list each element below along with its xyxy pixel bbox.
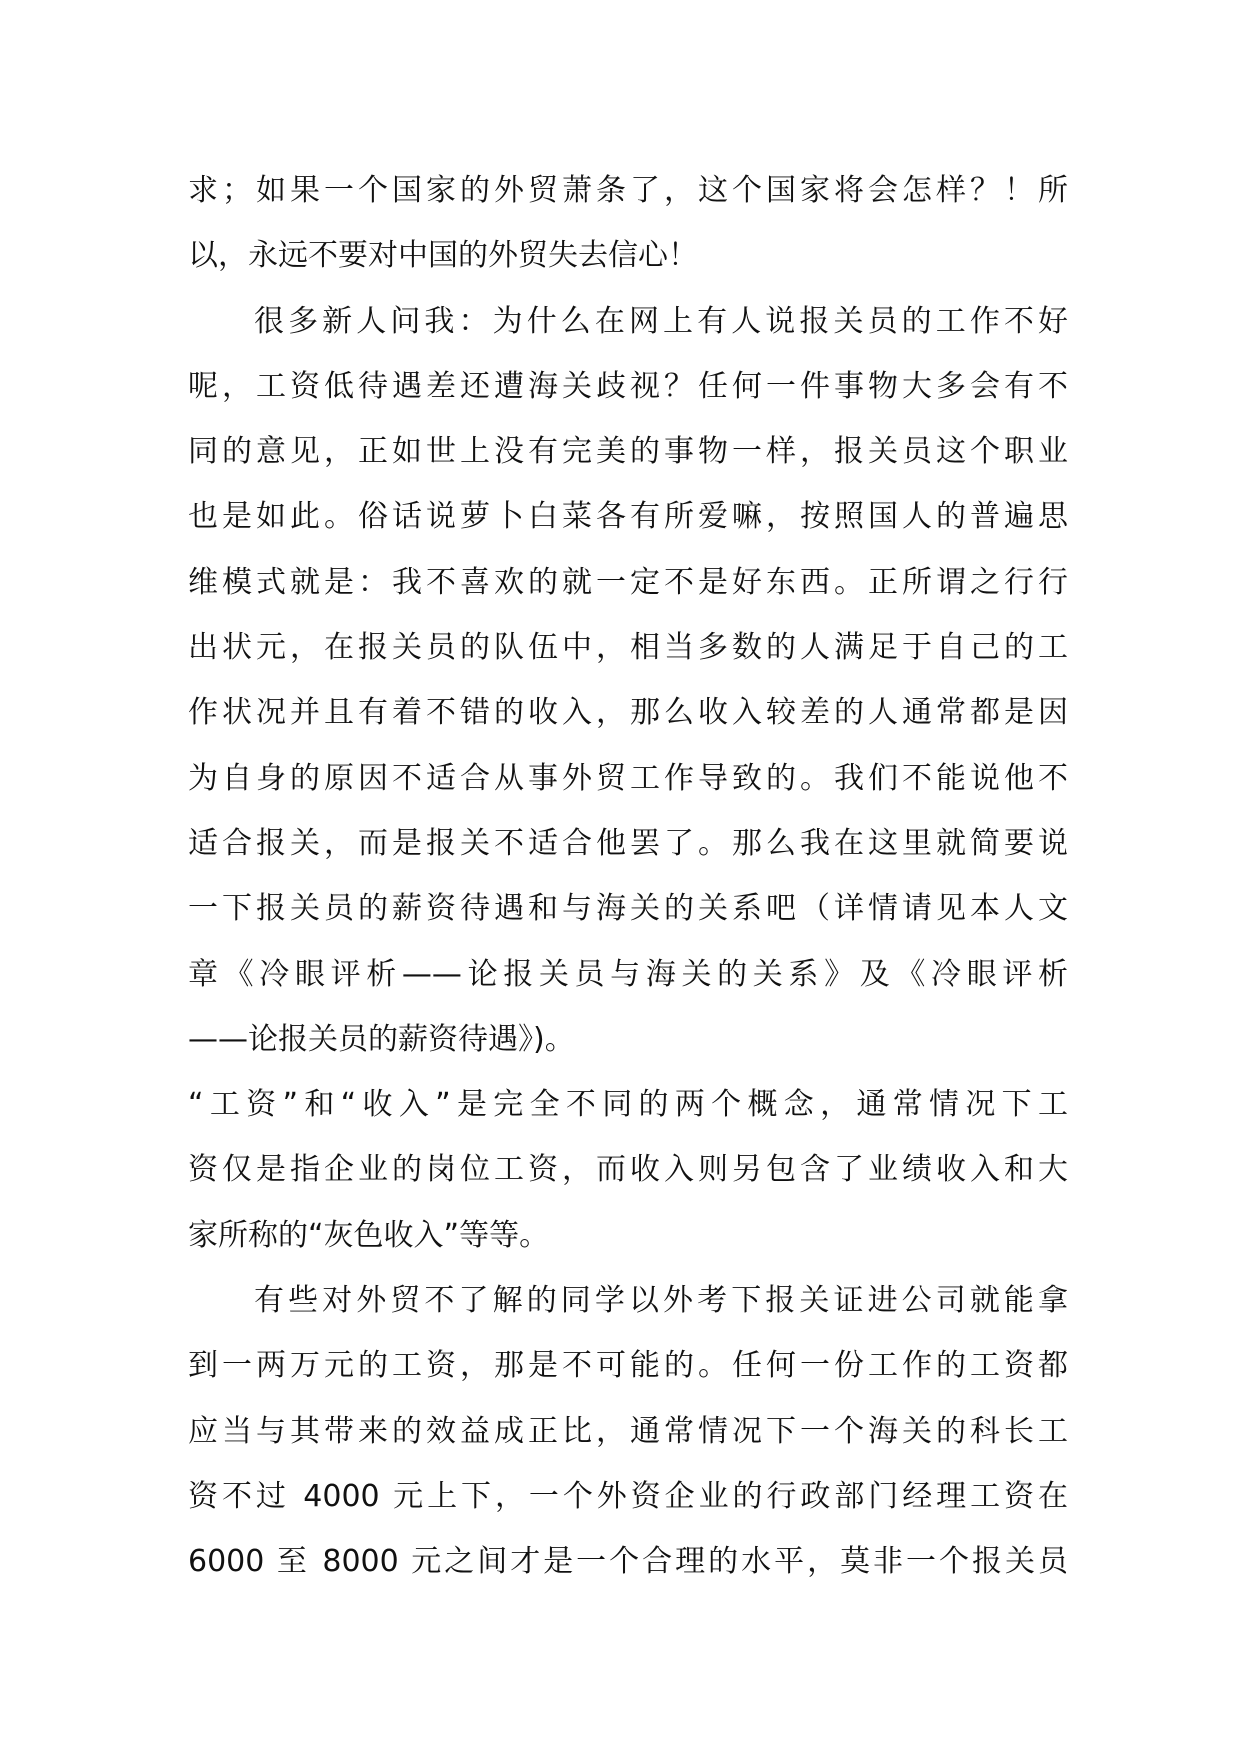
text-line: 呢，工资低待遇差还遭海关歧视？任何一件事物大多会有不 — [188, 368, 1068, 404]
text-line: 有些对外贸不了解的同学以外考下报关证进公司就能拿 — [254, 1283, 1068, 1319]
text-line: 资不过 4000 元上下，一个外资企业的行政部门经理工资在 — [188, 1478, 1068, 1514]
text-line: 也是如此。俗话说萝卜白菜各有所爱嘛，按照国人的普遍思 — [188, 499, 1068, 535]
text-line: 出状元，在报关员的队伍中，相当多数的人满足于自己的工 — [188, 630, 1068, 666]
text-line: 维模式就是：我不喜欢的就一定不是好东西。正所谓之行行 — [188, 564, 1068, 600]
text-line: 章《冷眼评析——论报关员与海关的关系》及《冷眼评析 — [188, 956, 1068, 992]
text-line: ——论报关员的薪资待遇》)。 — [188, 1021, 575, 1057]
text-line: 求；如果一个国家的外贸萧条了，这个国家将会怎样？！所 — [188, 173, 1068, 208]
text-line: 应当与其带来的效益成正比，通常情况下一个海关的科长工 — [188, 1413, 1068, 1449]
text-line: 资仅是指企业的岗位工资，而收入则另包含了业绩收入和大 — [188, 1152, 1068, 1188]
text-line: 适合报关，而是报关不适合他罢了。那么我在这里就简要说 — [188, 825, 1068, 861]
body-text — [188, 158, 1068, 1595]
text-line: “工资”和“收入”是完全不同的两个概念，通常情况下工 — [188, 1087, 1068, 1123]
text-line: 很多新人问我：为什么在网上有人说报关员的工作不好 — [254, 303, 1068, 339]
text-line: 以，永远不要对中国的外贸失去信心！ — [188, 238, 698, 274]
text-line: 一下报关员的薪资待遇和与海关的关系吧（详情请见本人文 — [188, 891, 1068, 927]
text-line: 到一两万元的工资，那是不可能的。任何一份工作的工资都 — [188, 1348, 1068, 1384]
text-line: 为自身的原因不适合从事外贸工作导致的。我们不能说他不 — [188, 760, 1068, 796]
text-line: 同的意见，正如世上没有完美的事物一样，报关员这个职业 — [188, 434, 1068, 470]
text-line: 作状况并且有着不错的收入，那么收入较差的人通常都是因 — [188, 695, 1068, 731]
text-line: 家所称的“灰色收入”等等。 — [188, 1217, 550, 1253]
text-line: 6000 至 8000 元之间才是一个合理的水平，莫非一个报关员 — [188, 1544, 1068, 1580]
